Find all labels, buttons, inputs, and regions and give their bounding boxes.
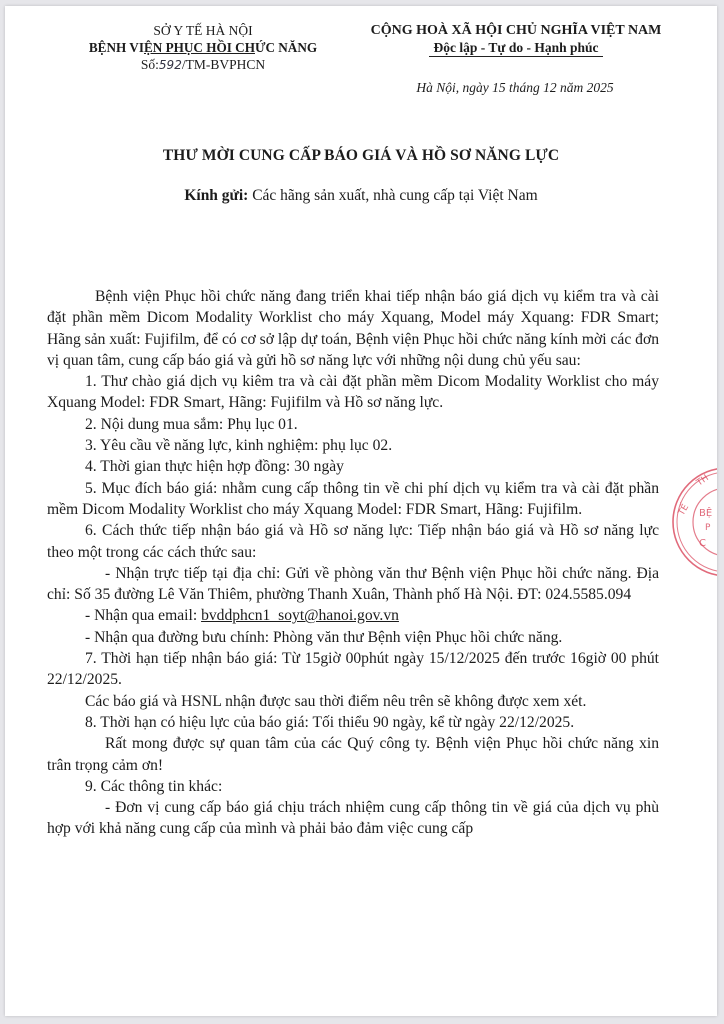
item-7: 7. Thời hạn tiếp nhận báo giá: Từ 15giờ 00phút ngày 15/12/2025 đến trước 16giờ 00 phút 22/12/2025. bbox=[47, 650, 659, 689]
svg-text:P: P bbox=[705, 523, 711, 533]
item-9-detail: - Đơn vị cung cấp báo giá chịu trách nhiệm cung cấp thông tin về giá của dịch vụ phù hợp với khả năng cung cấp của mình và phải bảo đảm việc cung cấp bbox=[47, 799, 659, 838]
item-6-direct: - Nhận trực tiếp tại địa chỉ: Gửi về phòng văn thư Bệnh viện Phục hồi chức năng. Địa chỉ: Số 35 đường Lê Văn Thiêm, phường Thanh Xuân, Thành phố Hà Nội. ĐT: 024.5585.094 bbox=[47, 564, 659, 604]
item-3: 3. Yêu cầu về năng lực, kinh nghiệm: phụ lục 02. bbox=[85, 437, 393, 455]
nation-title: CỘNG HOÀ XÃ HỘI CHỦ NGHĨA VIỆT NAM bbox=[370, 23, 662, 38]
number-suffix: /TM-BVPHCN bbox=[181, 57, 266, 72]
late-note: Các báo giá và HSNL nhận được sau thời điểm nêu trên sẽ không được xem xét. bbox=[85, 692, 587, 710]
document-body bbox=[47, 286, 659, 840]
thanks-paragraph: Rất mong được sự quan tâm của các Quý công ty. Bệnh viện Phục hồi chức năng xin trân trọng cảm ơn! bbox=[47, 735, 659, 774]
item-9: 9. Các thông tin khác: bbox=[85, 777, 223, 795]
recipient-value: Các hãng sản xuất, nhà cung cấp tại Việt Nam bbox=[248, 187, 538, 204]
document-title: THƯ MỜI CUNG CẤP BÁO GIÁ VÀ HỒ SƠ NĂNG LỰC bbox=[162, 147, 560, 164]
svg-text:TẾ: TẾ bbox=[676, 502, 692, 518]
national-motto: Độc lập - Tự do - Hạnh phúc bbox=[429, 40, 602, 57]
hospital-name-part: ỨC NĂNG bbox=[254, 40, 318, 55]
item-6-email bbox=[47, 605, 659, 626]
intro-paragraph: Bệnh viện Phục hồi chức năng đang triển khai tiếp nhận báo giá dịch vụ kiểm tra và cài đặt phần mềm Dicom Modality Worklist cho máy Xquang, Model máy Xquang: FDR Smart; Hãng sản xuất: Fujifilm, để có cơ sở lập dự toán, Bệnh viện Phục hồi chức năng kính mời các đơn vị quan tâm, cung cấp báo giá và gửi hồ sơ năng lực với những nội dung chủ yếu sau: bbox=[47, 288, 660, 369]
department-name: SỞ Y TẾ HÀ NỘI bbox=[153, 23, 253, 38]
item-1: 1. Thư chào giá dịch vụ kiêm tra và cài đặt phần mềm Dicom Modality Worklist cho máy Xquang Model: FDR Smart, Hãng: Fujifilm và Hồ sơ năng lực. bbox=[47, 373, 659, 412]
svg-text:TH: TH bbox=[694, 473, 711, 489]
document-page bbox=[5, 6, 717, 1016]
item-6-post: - Nhận qua đường bưu chính: Phòng văn thư Bệnh viện Phục hồi chức năng. bbox=[85, 628, 563, 646]
svg-text:C: C bbox=[699, 538, 706, 549]
item-6: 6. Cách thức tiếp nhận báo giá và Hồ sơ năng lực: Tiếp nhận báo giá và Hồ sơ năng lực theo một trong các cách thức sau: bbox=[47, 522, 659, 561]
hospital-name-part: BỆNH VI bbox=[88, 40, 144, 55]
item-5: 5. Mục đích báo giá: nhằm cung cấp thông tin về chi phí dịch vụ kiểm tra và cài đặt phần mềm Dicom Modality Worklist cho máy Xquang Model: FDR Smart, Hãng: Fujifilm. bbox=[47, 479, 659, 518]
hospital-name bbox=[63, 39, 343, 56]
issuer-header bbox=[63, 22, 343, 74]
svg-text:BỆ: BỆ bbox=[699, 508, 713, 519]
document-date: Hà Nội, ngày 15 tháng 12 năm 2025 bbox=[416, 80, 614, 95]
number-prefix: Số: bbox=[140, 57, 159, 72]
number-handwritten: 592 bbox=[158, 58, 182, 72]
item-4: 4. Thời gian thực hiện hợp đồng: 30 ngày bbox=[85, 458, 344, 476]
hospital-name-underlined: ỆN PHỤC HỒI CH bbox=[143, 40, 255, 55]
national-header bbox=[331, 22, 701, 58]
red-seal-stamp bbox=[669, 464, 717, 584]
document-number bbox=[63, 56, 343, 74]
item-2: 2. Nội dung mua sắm: Phụ lục 01. bbox=[85, 415, 298, 433]
item-8: 8. Thời hạn có hiệu lực của báo giá: Tối thiểu 90 ngày, kể từ ngày 22/12/2025. bbox=[85, 713, 575, 731]
recipient-label: Kính gửi: bbox=[184, 187, 249, 204]
email-label: - Nhận qua email: bbox=[85, 607, 202, 625]
recipient-line bbox=[5, 187, 717, 205]
email-link[interactable]: bvddphcn1_soyt@hanoi.gov.vn bbox=[201, 607, 399, 625]
